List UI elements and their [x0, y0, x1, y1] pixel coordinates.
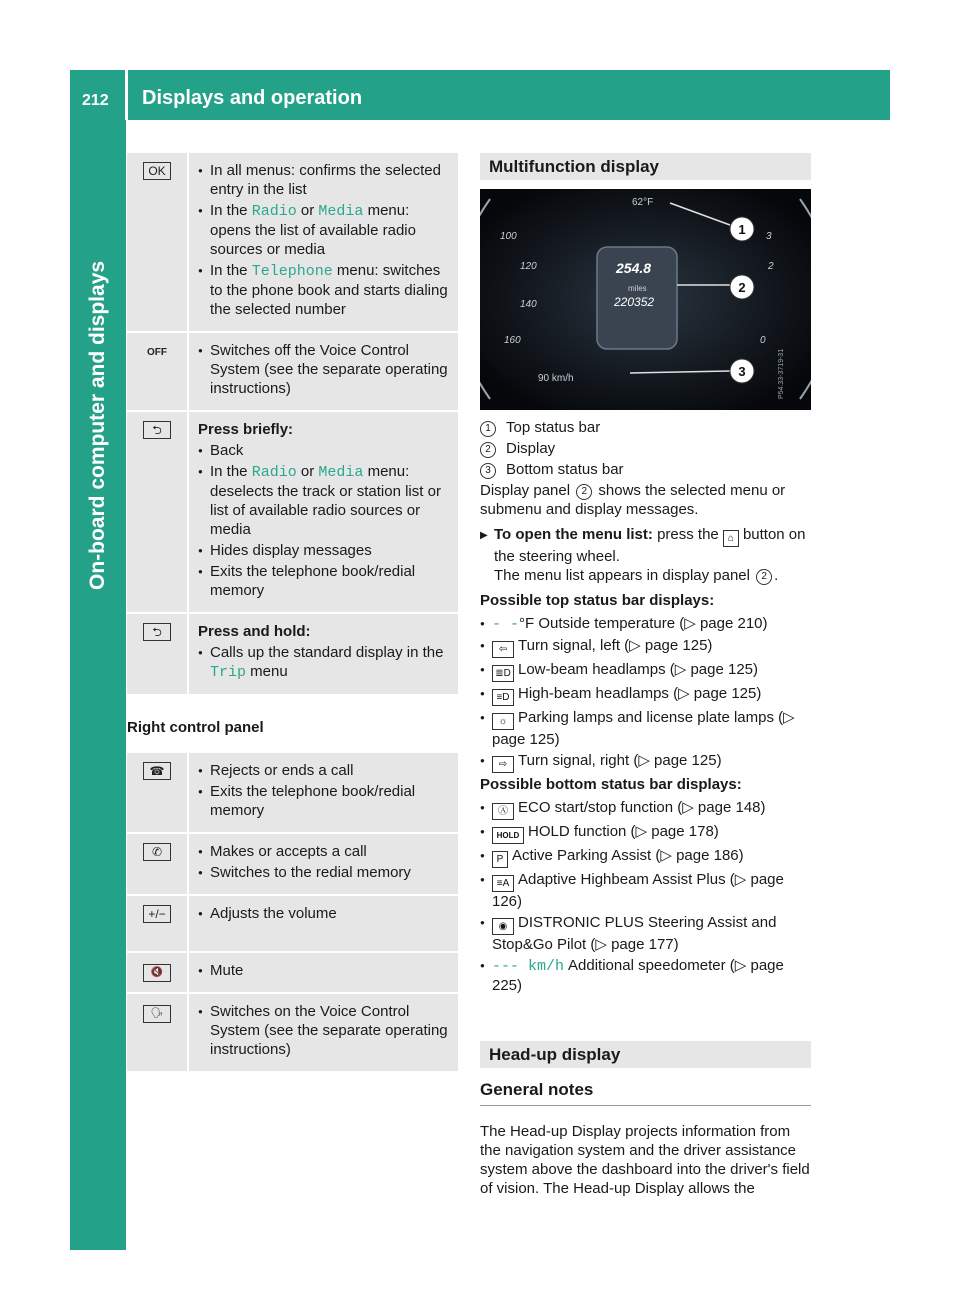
list-item: ● In the Telephone menu: switches to the phone book and starts dialing the selected number [198, 261, 450, 319]
page-number: 212 [82, 92, 109, 109]
gauge-number: 3 [766, 231, 772, 242]
list-item: ● Exits the telephone book/redial memory [198, 782, 450, 820]
turn-left-icon: ⇦ [492, 641, 514, 658]
list-item: ● ≡A Adaptive Highbeam Assist Plus (▷ page 126) [480, 870, 811, 911]
list-item: 1 Top status bar [480, 418, 811, 437]
svg-text:1: 1 [738, 222, 746, 237]
page-title: Displays and operation [142, 87, 363, 109]
list-item: 3 Bottom status bar [480, 460, 811, 479]
list-item: ● In the Radio or Media menu: deselects the track or station list or list of available radio sources or media [198, 462, 450, 539]
hud-heading: Head-up display [480, 1041, 811, 1068]
speedometer-icon: --- km/h [492, 958, 565, 975]
right-panel-table [127, 753, 458, 1073]
dash-temp: 62°F [632, 197, 654, 208]
hud-paragraph: The Head-up Display projects information from the navigation system and the driver assistance system above the dashboard into the driver's field of vision. The Head-up Display allows the [480, 1123, 810, 1197]
list-item: ● ⇨ Turn signal, right (▷ page 125) [480, 751, 811, 773]
table-row [127, 153, 458, 333]
left-column [127, 153, 458, 1073]
volume-plus-minus-icon: +/− [143, 905, 171, 923]
temp-icon: - - [492, 616, 520, 633]
low-beam-icon: ≣D [492, 665, 514, 682]
list-item: 2 Display [480, 439, 811, 458]
home-icon: ⌂ [723, 530, 739, 547]
voice-on-icon: 🗣 [143, 1005, 171, 1023]
side-tab-marker [70, 1192, 126, 1250]
bottom-status-list [480, 798, 811, 995]
svg-text:3: 3 [738, 364, 746, 379]
list-item: ● - -°F Outside temperature (▷ page 210) [480, 614, 811, 634]
list-item: ● ◉ DISTRONIC PLUS Steering Assist and Stop&Go Pilot (▷ page 177) [480, 913, 811, 954]
gauge-number: 140 [520, 299, 537, 310]
general-notes-heading: General notes [480, 1080, 811, 1106]
parking-assist-icon: P [492, 851, 508, 868]
list-item: ● Hides display messages [198, 541, 450, 560]
list-item: ● In the Radio or Media menu: opens the list of available radio sources or media [198, 201, 450, 259]
list-item: ● Switches on the Voice Control System (see the separate operating instructions) [198, 1002, 450, 1059]
table-row [127, 953, 458, 994]
parking-lamps-icon: ☼ [492, 713, 514, 730]
list-item: ● Mute [198, 961, 450, 980]
dash-readout-2: 220352 [614, 295, 655, 309]
press-hold-heading: Press and hold: [198, 623, 311, 640]
dash-readout-1: 254.8 [616, 260, 652, 276]
distronic-icon: ◉ [492, 918, 514, 935]
list-item: ● Back [198, 441, 450, 460]
gauge-number: 2 [768, 261, 774, 272]
back-hold-icon: ⮌ [143, 623, 171, 641]
header-divider [125, 70, 128, 120]
turn-right-icon: ⇨ [492, 756, 514, 773]
callout-2-icon: 2 [756, 569, 772, 585]
dash-speed: 90 km/h [538, 373, 574, 384]
table-row [127, 412, 458, 614]
callout-2-icon: 2 [576, 484, 592, 500]
table-row [127, 333, 458, 412]
top-status-heading: Possible top status bar displays: [480, 592, 715, 609]
svg-text:2: 2 [738, 280, 746, 295]
display-panel-desc: Display panel 2 shows the selected menu or submenu and display messages. [480, 482, 786, 518]
table-row [127, 614, 458, 696]
gauge-number: 120 [520, 261, 537, 272]
back-icon: ⮌ [143, 421, 171, 439]
list-item: ● Switches to the redial memory [198, 863, 450, 882]
callout-2-icon: 2 [480, 442, 496, 458]
right-control-panel-heading: Right control panel [127, 719, 264, 736]
list-item: ● HOLD HOLD function (▷ page 178) [480, 822, 811, 844]
instruction: ▶ To open the menu list: press the ⌂ button on the steering wheel. The menu list appears in display panel 2 . [480, 525, 811, 585]
list-item: ● Adjusts the volume [198, 904, 450, 923]
list-item: ● --- km/h Additional speedometer (▷ page 225) [480, 956, 811, 995]
right-column [480, 153, 811, 1198]
hang-up-icon: ☎ [143, 762, 171, 780]
voice-off-icon: OFF [147, 347, 167, 358]
list-item: ● ≣D Low-beam headlamps (▷ page 125) [480, 660, 811, 682]
image-code: P54.33-3719-31 [778, 348, 785, 399]
table-row [127, 896, 458, 953]
bottom-status-heading: Possible bottom status bar displays: [480, 776, 742, 793]
list-item: ● Calls up the standard display in the Trip menu [198, 643, 450, 682]
top-status-list [480, 614, 811, 773]
side-tab-label: On-board computer and displays [86, 260, 109, 590]
list-item: ● Makes or accepts a call [198, 842, 450, 861]
callout-3-icon: 3 [480, 463, 496, 479]
page-header [70, 70, 890, 120]
list-item: ● Rejects or ends a call [198, 761, 450, 780]
dash-readout-unit: miles [628, 284, 647, 293]
eco-icon: Ⓐ [492, 803, 514, 820]
side-tab-label-wrap [70, 120, 126, 590]
press-briefly-heading: Press briefly: [198, 421, 294, 438]
list-item: ● P Active Parking Assist (▷ page 186) [480, 846, 811, 868]
callout-list [480, 418, 811, 479]
table-row [127, 753, 458, 834]
ok-icon: OK [143, 162, 171, 180]
mute-icon: 🔇 [143, 964, 171, 982]
list-item: ● ☼ Parking lamps and license plate lamps (▷ page 125) [480, 708, 811, 749]
highbeam-assist-icon: ≡A [492, 875, 514, 892]
call-icon: ✆ [143, 843, 171, 861]
gauge-number: 100 [500, 231, 517, 242]
hold-icon: HOLD [492, 827, 524, 844]
steering-buttons-table [127, 153, 458, 696]
table-row [127, 834, 458, 896]
list-item: ● In all menus: confirms the selected entry in the list [198, 161, 450, 199]
list-item: ● ⇦ Turn signal, left (▷ page 125) [480, 636, 811, 658]
gauge-number: 0 [760, 335, 766, 346]
list-item: ● Switches off the Voice Control System (see the separate operating instructions) [198, 341, 450, 398]
list-item: ● Exits the telephone book/redial memory [198, 562, 450, 600]
callout-1-icon: 1 [480, 421, 496, 437]
list-item: ● ≡D High-beam headlamps (▷ page 125) [480, 684, 811, 706]
list-item: ● Ⓐ ECO start/stop function (▷ page 148) [480, 798, 811, 820]
instrument-cluster-image [480, 189, 811, 410]
table-row [127, 994, 458, 1073]
high-beam-icon: ≡D [492, 689, 514, 706]
multifunction-heading: Multifunction display [480, 153, 811, 180]
gauge-number: 160 [504, 335, 521, 346]
